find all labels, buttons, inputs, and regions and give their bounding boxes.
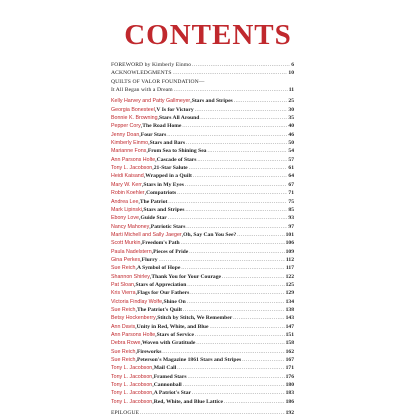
page-number: 117 (285, 265, 294, 272)
entry-title: Compatriots (146, 190, 177, 197)
page-number: 40 (288, 123, 294, 130)
entry-separator: , (154, 106, 157, 113)
entry-separator: , (135, 323, 137, 330)
entry-separator: , (140, 256, 142, 263)
entry-title: Flags for Our Fathers (137, 290, 190, 297)
entry-separator: , (152, 382, 154, 389)
entry-author: Andrea Lee (111, 198, 139, 205)
page-number: 30 (288, 106, 294, 113)
foundation-heading-label: QUILTS OF VALOR FOUNDATION— (111, 78, 205, 85)
leader-dots (181, 240, 285, 248)
toc-entry[interactable] (111, 122, 294, 130)
entry-author: Sue Reich (111, 265, 136, 272)
entry-separator: , (152, 398, 154, 405)
entry-separator: , (151, 248, 154, 255)
leader-dots (189, 249, 284, 257)
page-number: 50 (288, 140, 294, 147)
entry-title: Stars and Stripes (191, 98, 233, 105)
entry-separator: , (138, 215, 141, 222)
entry-title: Guide Star (140, 215, 167, 222)
toc-entry[interactable] (111, 356, 294, 364)
leader-dots (188, 374, 285, 382)
toc-entry[interactable] (111, 206, 294, 214)
page-number: 93 (288, 215, 294, 222)
toc-entry[interactable] (111, 348, 294, 356)
leader-dots (167, 132, 287, 140)
toc-foundation-heading[interactable] (111, 78, 294, 86)
entry-separator: , (140, 240, 142, 247)
page-number: 192 (285, 410, 294, 416)
page-number: 71 (288, 190, 294, 197)
entry-title: Stars and Stripes (143, 206, 185, 213)
entry-author: Ann Parsons Holte (111, 156, 156, 163)
table-of-contents (111, 61, 294, 416)
leader-dots (192, 62, 290, 70)
entry-author: Tony L. Jacobson (111, 165, 153, 172)
entry-title: Unity in Red, White, and Blue (136, 323, 209, 330)
leader-dots (242, 357, 284, 365)
page-number: 57 (288, 156, 294, 163)
entry-separator: , (135, 265, 137, 272)
entry-title: Pieces of Pride (153, 248, 189, 255)
entry-separator: , (135, 290, 138, 297)
entry-author: Heidi Kaisand (111, 173, 144, 180)
entry-author: Tony L. Jacobson (111, 390, 153, 397)
entry-author: Paula Nadelstern (111, 248, 152, 255)
entry-separator: , (149, 273, 152, 280)
entry-title: Fireworks (136, 348, 162, 355)
toc-entry[interactable] (111, 189, 294, 197)
toc-entry[interactable] (111, 181, 294, 189)
toc-entry[interactable] (111, 131, 294, 139)
toc-entry[interactable] (111, 331, 294, 339)
entry-separator: , (139, 131, 141, 138)
leader-dots (189, 165, 288, 173)
leader-dots (174, 87, 288, 95)
entry-author: Ebony Love (111, 215, 139, 222)
entry-title: Stars and Bars (149, 140, 186, 147)
entry-title: V Is for Victory (156, 106, 194, 113)
toc-entry[interactable] (111, 306, 294, 314)
leader-dots (195, 107, 288, 115)
entry-author: Betsy Hockenberry (111, 315, 156, 322)
entry-author: Sue Reich (111, 357, 136, 364)
entry-title: Oh, Say Can You See? (183, 231, 237, 238)
entry-separator: , (190, 98, 192, 105)
toc-front-matter-item-label: ACKNOWLEDGMENTS (111, 70, 172, 77)
toc-entry[interactable] (111, 289, 294, 297)
entry-title: From Sea to Shining Sea (147, 148, 207, 155)
leader-dots (210, 324, 285, 332)
toc-entry[interactable] (111, 314, 294, 322)
leader-dots (187, 282, 284, 290)
entry-title: Four Stars (140, 131, 167, 138)
entry-author: Marianne Fons (111, 148, 147, 155)
leader-dots (168, 215, 288, 223)
leader-dots (195, 332, 285, 340)
page-number: 186 (285, 398, 294, 405)
entry-separator: , (143, 173, 146, 180)
page-number: 122 (285, 273, 294, 280)
entry-author: Marti Michell and Sally Jaeger (111, 231, 182, 238)
toc-front-matter-item-label: FOREWORD by Kimberly Einmo (111, 62, 192, 68)
toc-entry[interactable] (111, 114, 294, 122)
toc-entry[interactable] (111, 172, 294, 180)
entry-title: Freedom's Path (141, 240, 180, 247)
entry-separator: , (135, 357, 137, 364)
page-number: 101 (285, 231, 294, 238)
entry-title: A Symbol of Hope (136, 265, 181, 272)
page-number: 167 (285, 357, 294, 364)
page-number: 35 (288, 115, 294, 122)
entry-separator: , (140, 123, 143, 130)
entry-separator: , (138, 198, 140, 205)
entry-title: Stars in My Eyes (143, 181, 184, 188)
entry-separator: , (146, 148, 148, 155)
entry-separator: , (152, 165, 154, 172)
leader-dots (168, 199, 287, 207)
entry-author: Ann Davis (111, 323, 136, 330)
entry-separator: , (155, 332, 157, 338)
entry-title: Thank You for Your Courage (151, 273, 221, 280)
leader-dots (185, 182, 287, 190)
entry-author: Tony L. Jacobson (111, 373, 153, 380)
toc-entry[interactable] (111, 97, 294, 105)
leader-dots (140, 410, 284, 416)
entry-author: Tony L. Jacobson (111, 398, 153, 405)
page-number: 25 (288, 98, 294, 105)
toc-entry[interactable] (111, 381, 294, 389)
entry-separator: , (148, 140, 150, 147)
entry-title: The Patriot (139, 198, 168, 205)
page-number: 134 (285, 298, 294, 305)
toc-back-matter-item[interactable] (111, 409, 294, 416)
toc-foundation-subheading[interactable] (111, 86, 294, 94)
page-number: 129 (285, 290, 294, 297)
entry-author: Debra Rowe (111, 340, 141, 347)
entry-separator: , (140, 340, 142, 347)
entry-author: Pat Sloan (111, 281, 134, 288)
page-number: 106 (285, 240, 294, 247)
entry-title: The Road Home (142, 123, 182, 130)
entry-separator: , (135, 306, 137, 313)
entry-separator: , (144, 190, 147, 197)
page-number: 147 (285, 323, 294, 330)
page-number: 112 (285, 256, 294, 263)
entry-title: Stars of Appreciation (135, 281, 187, 288)
entry-author: Mark Lipinski (111, 206, 142, 213)
entry-title: Red, White, and Blue Lattice (153, 398, 223, 405)
page-number: 109 (285, 248, 294, 255)
page-number: 11 (288, 87, 294, 94)
entry-author: Jenny Doan (111, 131, 140, 138)
page-number: 162 (285, 348, 294, 355)
leader-dots (224, 399, 285, 407)
entry-separator: , (149, 223, 151, 230)
toc-entry[interactable] (111, 223, 294, 231)
entry-title: Woven with Gratitude (141, 340, 196, 347)
entry-separator: , (152, 373, 154, 380)
toc-entry[interactable] (111, 156, 294, 164)
toc-entry[interactable] (111, 147, 294, 155)
toc-entry[interactable] (111, 364, 294, 372)
entry-author: Shannon Shirley (111, 273, 150, 280)
entry-title: Stars of Service (156, 332, 194, 338)
entry-title: 21-Star Salute (153, 165, 188, 172)
entry-title: Flurry (141, 256, 158, 263)
entry-title: Framed Stars (153, 373, 187, 380)
toc-entry[interactable] (111, 239, 294, 247)
leader-dots (200, 115, 287, 123)
entry-title: A Patriot's Star (153, 390, 192, 397)
page-number: 54 (288, 148, 294, 155)
page-number: 151 (285, 332, 294, 338)
page-number: 158 (285, 340, 294, 347)
entry-author: Tony L. Jacobson (111, 365, 153, 372)
toc-entry[interactable] (111, 281, 294, 289)
page-number: 10 (288, 70, 294, 77)
leader-dots (177, 365, 284, 373)
leader-dots (222, 274, 285, 282)
entry-author: Mary W. Kerr (111, 181, 142, 188)
entry-separator: , (141, 181, 144, 188)
page-number: 125 (285, 281, 294, 288)
page-number: 46 (288, 131, 294, 138)
entry-title: Stars All Around (159, 115, 200, 122)
entry-separator: , (181, 231, 184, 238)
entry-author: Victoria Findlay Wolfe (111, 298, 163, 305)
entry-author: Kimberly Einmo (111, 140, 149, 147)
entry-author: Robin Koehler (111, 190, 145, 197)
entry-author: Gina Perkes (111, 256, 141, 263)
entry-title: Peterson's Magazine 1861 Stars and Stripes (136, 357, 242, 364)
entry-separator: , (152, 390, 154, 397)
toc-entry[interactable] (111, 214, 294, 222)
entry-separator: , (162, 298, 164, 305)
entry-separator: , (141, 206, 144, 213)
entry-title: Cascade of Stars (156, 156, 197, 163)
toc-entry[interactable] (111, 389, 294, 397)
entry-author: Sue Reich (111, 306, 136, 313)
leader-dots (190, 290, 284, 298)
toc-entry[interactable] (111, 398, 294, 406)
toc-entry[interactable] (111, 298, 294, 306)
entry-author: Kris Vierra (111, 290, 136, 297)
toc-entry[interactable] (111, 139, 294, 147)
toc-entry[interactable] (111, 373, 294, 381)
toc-entry[interactable] (111, 256, 294, 264)
leader-dots (197, 157, 287, 165)
entry-author: Georgia Bonesteel (111, 106, 155, 113)
entry-title: Cannonball (153, 382, 182, 389)
leader-dots (237, 232, 284, 240)
toc-entry[interactable] (111, 106, 294, 114)
toc-entry[interactable] (111, 339, 294, 347)
page-number: 67 (288, 181, 294, 188)
page-number: 64 (288, 173, 294, 180)
page-number: 171 (285, 365, 294, 372)
toc-foundation-subheading-label: It All Began with a Dream (111, 87, 173, 94)
entry-author: Scott Murkin (111, 240, 141, 247)
toc-front-matter-item[interactable] (111, 61, 294, 69)
toc-entry[interactable] (111, 323, 294, 331)
page-number: 75 (288, 198, 294, 205)
leader-dots (182, 123, 287, 131)
entry-separator: , (157, 115, 160, 122)
leader-dots (183, 382, 285, 390)
page-title: CONTENTS (124, 19, 292, 51)
entry-author: Kelly Harvey and Patty Gallmeyer (111, 98, 191, 105)
entry-author: Pepper Cory (111, 123, 141, 130)
toc-entry[interactable] (111, 273, 294, 281)
entry-author: Sue Reich (111, 348, 136, 355)
page-number: 6 (291, 62, 294, 68)
page-number: 180 (285, 382, 294, 389)
toc-back-matter-item-label: EPILOGUE (111, 410, 140, 416)
page-number: 143 (285, 315, 294, 322)
page-number: 85 (288, 206, 294, 213)
toc-entry[interactable] (111, 231, 294, 239)
leader-dots (187, 299, 285, 307)
entry-separator: , (155, 156, 157, 163)
leader-dots (196, 340, 284, 348)
leader-dots (185, 207, 287, 215)
entry-separator: , (135, 348, 137, 355)
toc-entry[interactable] (111, 248, 294, 256)
entry-separator: , (133, 281, 136, 288)
page-number: 97 (288, 223, 294, 230)
entry-separator: , (152, 365, 154, 372)
toc-entry[interactable] (111, 164, 294, 172)
entry-title: The Patriot's Quilt (136, 306, 183, 313)
entry-author: Bonnie K. Browning (111, 115, 158, 122)
leader-dots (177, 190, 287, 198)
entry-separator: , (155, 315, 158, 322)
entry-title: Patriotic Stars (150, 223, 186, 230)
entry-title: Mail Call (153, 365, 177, 372)
toc-entry[interactable] (111, 264, 294, 272)
entry-author: Tony L. Jacobson (111, 382, 153, 389)
entry-title: Wrapped in a Quilt (145, 173, 192, 180)
entry-author: Ann Parsons Holte (111, 332, 156, 338)
leader-dots (234, 98, 288, 106)
entry-title: Stitch by Stitch, We Remember (157, 315, 233, 322)
page-number: 183 (285, 390, 294, 397)
page-number: 176 (285, 373, 294, 380)
toc-entry[interactable] (111, 198, 294, 206)
toc-front-matter-item[interactable] (111, 69, 294, 77)
page-number: 61 (288, 165, 294, 172)
leader-dots (233, 315, 284, 323)
page-number: 138 (285, 306, 294, 313)
entry-title: Shine On (163, 298, 186, 305)
entry-author: Nancy Mahoney (111, 223, 150, 230)
leader-dots (207, 148, 287, 156)
leader-dots (193, 173, 288, 181)
